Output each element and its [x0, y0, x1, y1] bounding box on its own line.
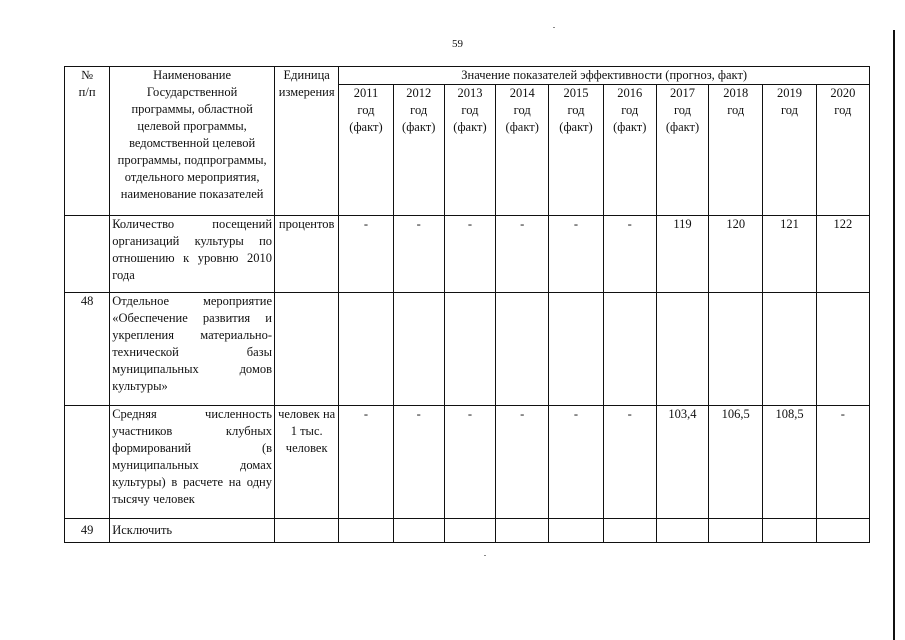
row-value: 120: [709, 216, 763, 293]
row-unit: [275, 293, 339, 406]
scan-speck: [484, 555, 486, 556]
row-value: -: [339, 216, 393, 293]
row-unit: [275, 519, 339, 543]
row-number: 48: [65, 293, 110, 406]
row-value: [549, 519, 603, 543]
header-year-2011: 2011 год (факт): [339, 85, 393, 216]
row-value: [339, 293, 393, 406]
row-value: -: [444, 216, 495, 293]
row-value: [816, 519, 869, 543]
row-value: 108,5: [763, 406, 816, 519]
row-value: -: [549, 216, 603, 293]
table-row: [65, 406, 870, 519]
row-value: -: [816, 406, 869, 519]
row-number: 49: [65, 519, 110, 543]
row-value: -: [496, 406, 549, 519]
row-value: 103,4: [656, 406, 708, 519]
row-value: [549, 293, 603, 406]
row-value: [709, 293, 763, 406]
row-value: [393, 293, 444, 406]
header-number: № п/п: [65, 67, 110, 216]
row-value: [763, 519, 816, 543]
row-value: [709, 519, 763, 543]
row-name: Исключить: [110, 519, 275, 543]
row-value: -: [339, 406, 393, 519]
row-value: [444, 293, 495, 406]
header-name: Наименование Государственной программы, областной целевой программы, ведомственной целевой программы, подпрограммы, отдельного мероприятия, наименование показателей: [110, 67, 275, 216]
row-value: [393, 519, 444, 543]
row-value: [656, 519, 708, 543]
row-value: 119: [656, 216, 708, 293]
row-value: 121: [763, 216, 816, 293]
row-value: [656, 293, 708, 406]
row-number: [65, 216, 110, 293]
row-name: Средняя численность участников клубных формирований (в муниципальных домах культуры) в расчете на одну тысячу человек: [110, 406, 275, 519]
row-value: -: [393, 216, 444, 293]
row-value: -: [444, 406, 495, 519]
row-value: [603, 519, 656, 543]
row-name: Отдельное мероприятие «Обеспечение развития и укрепления материально-технической базы муниципальных домов культуры»: [110, 293, 275, 406]
row-value: [496, 519, 549, 543]
header-year-2017: 2017 год (факт): [656, 85, 708, 216]
header-row-1: [65, 67, 870, 85]
row-name: Количество посещений организаций культуры по отношению к уровню 2010 года: [110, 216, 275, 293]
row-value: [603, 293, 656, 406]
header-year-2018: 2018 год: [709, 85, 763, 216]
header-values-span: Значение показателей эффективности (прогноз, факт): [339, 67, 870, 85]
row-value: -: [603, 216, 656, 293]
row-value: 106,5: [709, 406, 763, 519]
row-value: [339, 519, 393, 543]
row-value: [763, 293, 816, 406]
page-number: 59: [452, 38, 463, 50]
row-value: [444, 519, 495, 543]
row-number: [65, 406, 110, 519]
header-year-2015: 2015 год (факт): [549, 85, 603, 216]
row-value: -: [603, 406, 656, 519]
header-year-2012: 2012 год (факт): [393, 85, 444, 216]
table-row: [65, 216, 870, 293]
row-unit: человек на 1 тыс. человек: [275, 406, 339, 519]
scan-speck: [553, 27, 555, 28]
header-year-2019: 2019 год: [763, 85, 816, 216]
table-row: [65, 519, 870, 543]
header-year-2020: 2020 год: [816, 85, 869, 216]
scan-edge-rule: [893, 30, 895, 640]
header-year-2014: 2014 год (факт): [496, 85, 549, 216]
row-unit: процентов: [275, 216, 339, 293]
header-year-2016: 2016 год (факт): [603, 85, 656, 216]
row-value: -: [496, 216, 549, 293]
row-value: 122: [816, 216, 869, 293]
table-row: [65, 293, 870, 406]
header-year-2013: 2013 год (факт): [444, 85, 495, 216]
row-value: -: [549, 406, 603, 519]
efficiency-indicators-table: [64, 66, 870, 543]
row-value: [496, 293, 549, 406]
row-value: -: [393, 406, 444, 519]
header-unit: Единица измерения: [275, 67, 339, 216]
row-value: [816, 293, 869, 406]
